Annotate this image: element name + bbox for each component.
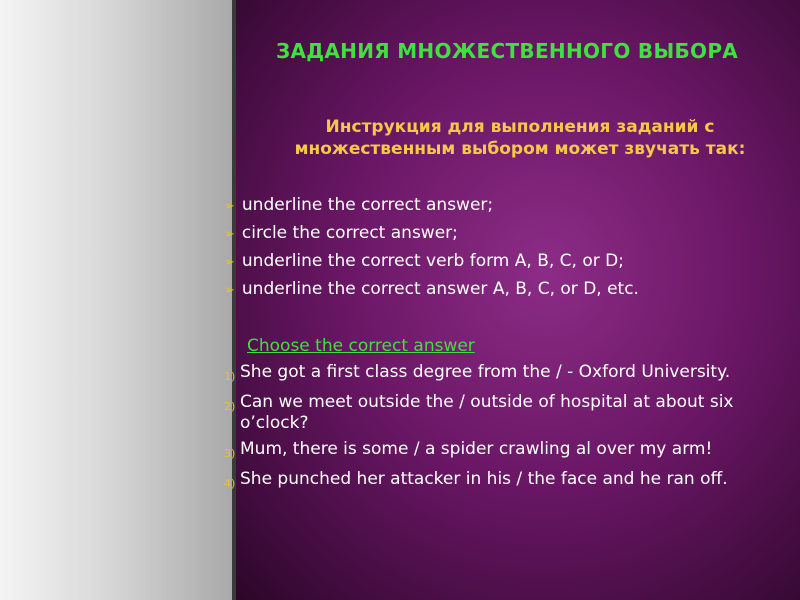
arrow-bullet-icon: ➢ [224,199,235,214]
question-number: 4) [224,477,236,490]
left-gray-panel [0,0,232,600]
question-item [224,392,779,434]
bullet-item [224,195,784,217]
question-list [224,362,779,499]
choose-answer-heading: Choose the correct answer [247,336,475,356]
question-item [224,439,779,464]
bullet-text: underline the correct answer A, B, C, or D, etc. [241,279,639,299]
bullet-item [224,223,784,245]
bullet-text: underline the correct verb form A, B, C, or D; [241,251,624,271]
bullet-item [224,251,784,273]
arrow-bullet-icon: ➢ [224,227,235,242]
arrow-bullet-icon: ➢ [224,283,235,298]
question-number: 1) [224,370,236,383]
question-text: Can we meet outside the / outside of hospital at about six o’clock? [240,392,734,433]
bullet-list [224,195,784,307]
question-text: She punched her attacker in his / the face and he ran off. [240,469,728,489]
question-text: Mum, there is some / a spider crawling al over my arm! [240,439,713,459]
question-item [224,362,779,387]
question-number: 2) [224,400,236,413]
bullet-item [224,279,784,301]
question-number: 3) [224,447,236,460]
question-item [224,469,779,494]
arrow-bullet-icon: ➢ [224,255,235,270]
bullet-text: underline the correct answer; [241,195,494,215]
question-text: She got a first class degree from the / - Oxford University. [240,362,731,382]
bullet-text: circle the correct answer; [241,223,458,243]
slide-title: ЗАДАНИЯ МНОЖЕСТВЕННОГО ВЫБОРА [276,39,739,63]
instruction-text: Инструкция для выполнения заданий с множественным выбором может звучать так: [294,117,746,159]
